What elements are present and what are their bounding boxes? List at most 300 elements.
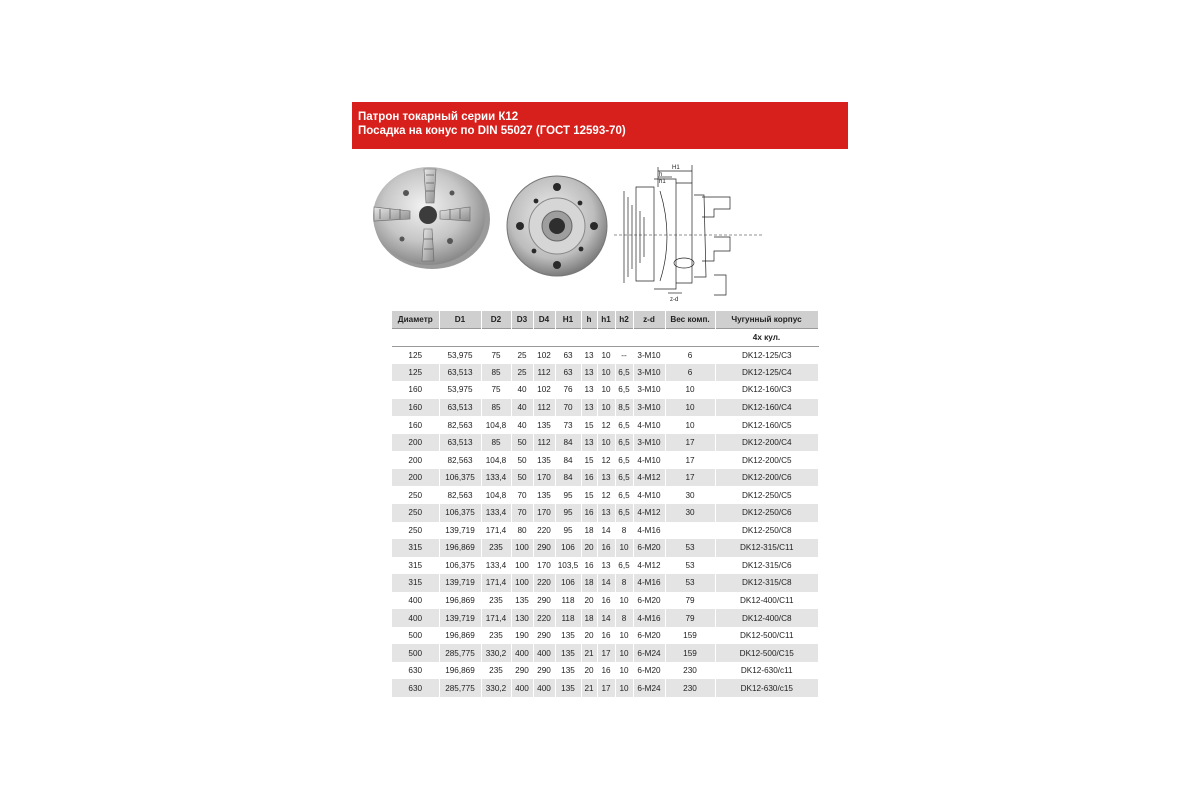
table-cell: 630 (392, 679, 439, 697)
table-cell: 85 (481, 434, 511, 452)
table-cell: 13 (581, 399, 597, 417)
table-row (392, 522, 818, 540)
table-cell: 8 (615, 574, 633, 592)
table-cell: 63,513 (439, 364, 481, 382)
subheader-spacer (581, 329, 597, 347)
table-header-row (392, 311, 818, 329)
table-cell: 25 (511, 346, 533, 364)
table-cell: 133,4 (481, 557, 511, 575)
table-cell: 6 (665, 364, 715, 382)
table-cell: 16 (581, 504, 597, 522)
drawing-label-h1: h1 (659, 179, 666, 185)
table-row (392, 399, 818, 417)
table-cell: 17 (597, 679, 615, 697)
table-cell: 63 (555, 364, 581, 382)
table-cell: 20 (581, 539, 597, 557)
table-cell (665, 522, 715, 540)
table-row (392, 627, 818, 645)
column-header: z-d (633, 311, 665, 329)
table-cell: 106,375 (439, 557, 481, 575)
table-cell: 139,719 (439, 574, 481, 592)
table-cell: 10 (615, 679, 633, 697)
table-cell: 18 (581, 522, 597, 540)
table-cell: 400 (511, 644, 533, 662)
table-cell: 10 (597, 434, 615, 452)
table-cell: 500 (392, 644, 439, 662)
table-cell: 100 (511, 557, 533, 575)
table-cell: 53,975 (439, 346, 481, 364)
table-cell: 50 (511, 469, 533, 487)
table-cell: 112 (533, 434, 555, 452)
table-cell: 13 (597, 557, 615, 575)
table-cell: 6-M20 (633, 592, 665, 610)
table-row (392, 434, 818, 452)
table-cell: 21 (581, 644, 597, 662)
table-cell: 196,869 (439, 539, 481, 557)
table-row (392, 486, 818, 504)
table-cell: 50 (511, 451, 533, 469)
table-cell: 50 (511, 434, 533, 452)
table-cell: 75 (481, 346, 511, 364)
column-header: Диаметр (392, 311, 439, 329)
table-body (392, 346, 818, 697)
table-cell: 84 (555, 451, 581, 469)
table-row (392, 469, 818, 487)
table-cell: DK12-200/C4 (715, 434, 818, 452)
table-cell: 6,5 (615, 557, 633, 575)
table-cell: DK12-400/C11 (715, 592, 818, 610)
table-cell: DK12-315/C8 (715, 574, 818, 592)
subheader-spacer (511, 329, 533, 347)
column-header: h2 (615, 311, 633, 329)
table-cell: 8 (615, 522, 633, 540)
table-cell: 4-M16 (633, 609, 665, 627)
table-cell: 135 (555, 627, 581, 645)
table-cell: DK12-315/C6 (715, 557, 818, 575)
table-cell: 6,5 (615, 486, 633, 504)
table-cell: 10 (615, 644, 633, 662)
table-cell: 95 (555, 504, 581, 522)
table-cell: 79 (665, 592, 715, 610)
table-cell: 70 (555, 399, 581, 417)
table-cell: 10 (597, 364, 615, 382)
table-cell: 10 (615, 627, 633, 645)
table-cell: 4-M10 (633, 416, 665, 434)
table-cell: 84 (555, 434, 581, 452)
table-cell: 118 (555, 592, 581, 610)
table-cell: 13 (581, 434, 597, 452)
table-cell: 290 (511, 662, 533, 680)
table-cell: 6,5 (615, 451, 633, 469)
table-cell: 70 (511, 486, 533, 504)
table-cell: 400 (392, 592, 439, 610)
table-cell: 10 (597, 381, 615, 399)
table-cell: DK12-250/C5 (715, 486, 818, 504)
table-cell: 95 (555, 522, 581, 540)
table-cell: 230 (665, 662, 715, 680)
table-cell: 15 (581, 486, 597, 504)
table-cell: 159 (665, 627, 715, 645)
table-cell: 10 (615, 662, 633, 680)
table-cell: 30 (665, 504, 715, 522)
subheader-spacer (439, 329, 481, 347)
table-cell: 53 (665, 574, 715, 592)
table-cell: 4-M10 (633, 451, 665, 469)
table-cell: 16 (597, 627, 615, 645)
subheader-spacer (665, 329, 715, 347)
table-cell: 315 (392, 557, 439, 575)
table-cell: 196,869 (439, 592, 481, 610)
table-cell: 13 (581, 346, 597, 364)
table-cell: DK12-125/C3 (715, 346, 818, 364)
table-cell: 15 (581, 451, 597, 469)
table-cell: 10 (615, 592, 633, 610)
table-cell: 290 (533, 662, 555, 680)
column-header: Чугунный корпус (715, 311, 818, 329)
table-cell: 106 (555, 574, 581, 592)
table-cell: 330,2 (481, 644, 511, 662)
table-row (392, 662, 818, 680)
table-cell: 106,375 (439, 504, 481, 522)
table-cell: 17 (597, 644, 615, 662)
chuck-rear-view-photo (504, 173, 610, 279)
table-cell: 40 (511, 381, 533, 399)
table-cell: 100 (511, 539, 533, 557)
column-header: h (581, 311, 597, 329)
table-cell: 73 (555, 416, 581, 434)
subheader-spacer (555, 329, 581, 347)
table-cell: 15 (581, 416, 597, 434)
table-cell: 3-M10 (633, 399, 665, 417)
table-cell: 170 (533, 557, 555, 575)
table-cell: 135 (555, 644, 581, 662)
table-cell: 290 (533, 627, 555, 645)
table-cell: 63,513 (439, 434, 481, 452)
table-cell: 6-M20 (633, 627, 665, 645)
table-cell: 14 (597, 574, 615, 592)
table-cell: 85 (481, 364, 511, 382)
table-cell: 200 (392, 469, 439, 487)
table-row (392, 381, 818, 399)
table-cell: 400 (533, 644, 555, 662)
table-cell: 400 (392, 609, 439, 627)
table-cell: 40 (511, 416, 533, 434)
table-cell: 400 (533, 679, 555, 697)
table-cell: DK12-200/C5 (715, 451, 818, 469)
table-cell: 6,5 (615, 434, 633, 452)
column-header: D4 (533, 311, 555, 329)
table-row (392, 574, 818, 592)
table-cell: DK12-400/C8 (715, 609, 818, 627)
table-cell: 220 (533, 609, 555, 627)
table-cell: 190 (511, 627, 533, 645)
table-cell: 21 (581, 679, 597, 697)
table-cell: 133,4 (481, 504, 511, 522)
table-row (392, 416, 818, 434)
subheader-cell: 4х кул. (715, 329, 818, 347)
table-cell: 20 (581, 662, 597, 680)
table-cell: 135 (533, 451, 555, 469)
table-cell: 139,719 (439, 522, 481, 540)
title-banner (352, 102, 848, 149)
table-cell: 3-M10 (633, 434, 665, 452)
table-cell: 18 (581, 609, 597, 627)
table-cell: 112 (533, 399, 555, 417)
table-cell: 12 (597, 486, 615, 504)
table-cell: 160 (392, 399, 439, 417)
table-cell: 16 (597, 592, 615, 610)
table-cell: 125 (392, 346, 439, 364)
table-cell: 135 (555, 662, 581, 680)
table-cell: DK12-500/C15 (715, 644, 818, 662)
table-subheader-row (392, 329, 818, 347)
table-cell: 82,563 (439, 451, 481, 469)
table-cell: 20 (581, 592, 597, 610)
table-cell: 196,869 (439, 662, 481, 680)
table-cell: 160 (392, 416, 439, 434)
table-cell: 13 (581, 381, 597, 399)
table-cell: 4-M12 (633, 469, 665, 487)
table-cell: 170 (533, 469, 555, 487)
table-cell: 13 (597, 504, 615, 522)
drawing-label-zd: z-d (670, 297, 679, 303)
table-cell: 285,775 (439, 644, 481, 662)
table-cell: 6 (665, 346, 715, 364)
table-cell: 75 (481, 381, 511, 399)
drawing-label-h1-cap: H1 (672, 165, 680, 171)
table-cell: 170 (533, 504, 555, 522)
table-cell: -- (615, 346, 633, 364)
table-cell: 40 (511, 399, 533, 417)
table-cell: 6,5 (615, 381, 633, 399)
column-header: Вес комп. (665, 311, 715, 329)
technical-drawing (614, 157, 764, 305)
table-cell: 30 (665, 486, 715, 504)
table-cell: 4-M12 (633, 557, 665, 575)
table-cell: 16 (581, 557, 597, 575)
table-cell: 76 (555, 381, 581, 399)
table-cell: 118 (555, 609, 581, 627)
table-cell: 8,5 (615, 399, 633, 417)
column-header: h1 (597, 311, 615, 329)
table-row (392, 609, 818, 627)
title-line-2: Посадка на конус по DIN 55027 (ГОСТ 12593-70) (358, 125, 626, 137)
table-cell: 102 (533, 381, 555, 399)
table-cell: 17 (665, 451, 715, 469)
table-cell: 171,4 (481, 609, 511, 627)
table-cell: 12 (597, 416, 615, 434)
table-cell: 171,4 (481, 574, 511, 592)
table-cell: 133,4 (481, 469, 511, 487)
table-cell: 200 (392, 434, 439, 452)
table-cell: 250 (392, 486, 439, 504)
table-cell: 235 (481, 592, 511, 610)
table-cell: 104,8 (481, 486, 511, 504)
table-cell: 285,775 (439, 679, 481, 697)
table-cell: 102 (533, 346, 555, 364)
subheader-spacer (533, 329, 555, 347)
table-cell: 171,4 (481, 522, 511, 540)
table-cell: 10 (615, 539, 633, 557)
column-header: D2 (481, 311, 511, 329)
table-cell: 160 (392, 381, 439, 399)
table-cell: DK12-160/C4 (715, 399, 818, 417)
table-cell: 630 (392, 662, 439, 680)
table-cell: 6-M24 (633, 644, 665, 662)
table-cell: 130 (511, 609, 533, 627)
table-cell: 10 (665, 416, 715, 434)
table-cell: 4-M12 (633, 504, 665, 522)
column-header: D1 (439, 311, 481, 329)
table-cell: 10 (665, 399, 715, 417)
table-cell: 18 (581, 574, 597, 592)
table-cell: DK12-160/C3 (715, 381, 818, 399)
table-cell: 235 (481, 539, 511, 557)
table-cell: 315 (392, 539, 439, 557)
table-cell: 16 (597, 662, 615, 680)
table-cell: 139,719 (439, 609, 481, 627)
table-cell: 53,975 (439, 381, 481, 399)
table-cell: 250 (392, 504, 439, 522)
table-cell: 6,5 (615, 469, 633, 487)
table-cell: 220 (533, 522, 555, 540)
table-cell: 6-M20 (633, 662, 665, 680)
drawing-label-h: h (659, 172, 663, 178)
table-cell: 250 (392, 522, 439, 540)
table-cell: 70 (511, 504, 533, 522)
table-cell: 6,5 (615, 416, 633, 434)
subheader-spacer (615, 329, 633, 347)
table-cell: 290 (533, 539, 555, 557)
table-cell: 330,2 (481, 679, 511, 697)
table-cell: 235 (481, 627, 511, 645)
table-cell: 135 (533, 416, 555, 434)
column-header: D3 (511, 311, 533, 329)
table-cell: 17 (665, 434, 715, 452)
table-cell: DK12-250/C6 (715, 504, 818, 522)
table-cell: 230 (665, 679, 715, 697)
table-cell: 95 (555, 486, 581, 504)
table-cell: 16 (581, 469, 597, 487)
table-row (392, 557, 818, 575)
table-cell: 80 (511, 522, 533, 540)
table-cell: 8 (615, 609, 633, 627)
table-cell: 53 (665, 539, 715, 557)
table-cell: 6,5 (615, 364, 633, 382)
table-row (392, 364, 818, 382)
table-cell: 104,8 (481, 451, 511, 469)
table-cell: 3-M10 (633, 346, 665, 364)
spec-table (392, 311, 819, 697)
four-jaw-chuck-photo (366, 163, 492, 273)
table-cell: 14 (597, 609, 615, 627)
table-row (392, 346, 818, 364)
table-cell: 82,563 (439, 416, 481, 434)
table-cell: 106,375 (439, 469, 481, 487)
table-cell: 14 (597, 522, 615, 540)
table-cell: 10 (597, 346, 615, 364)
table-cell: 10 (597, 399, 615, 417)
table-cell: 17 (665, 469, 715, 487)
table-cell: 400 (511, 679, 533, 697)
table-cell: 13 (597, 469, 615, 487)
table-cell: 82,563 (439, 486, 481, 504)
table-cell: DK12-630/c15 (715, 679, 818, 697)
table-cell: 10 (665, 381, 715, 399)
table-cell: 85 (481, 399, 511, 417)
subheader-spacer (481, 329, 511, 347)
table-cell: DK12-125/C4 (715, 364, 818, 382)
spec-sheet (352, 102, 848, 693)
table-cell: 315 (392, 574, 439, 592)
table-row (392, 592, 818, 610)
table-cell: DK12-200/C6 (715, 469, 818, 487)
table-cell: 4-M16 (633, 574, 665, 592)
table-cell: 103,5 (555, 557, 581, 575)
table-cell: 3-M10 (633, 381, 665, 399)
table-cell: 159 (665, 644, 715, 662)
product-images (352, 157, 848, 307)
table-cell: 25 (511, 364, 533, 382)
table-cell: 104,8 (481, 416, 511, 434)
table-cell: 3-M10 (633, 364, 665, 382)
subheader-spacer (392, 329, 439, 347)
column-header: H1 (555, 311, 581, 329)
table-cell: 20 (581, 627, 597, 645)
subheader-spacer (597, 329, 615, 347)
table-cell: 63,513 (439, 399, 481, 417)
table-cell: 100 (511, 574, 533, 592)
table-cell: 12 (597, 451, 615, 469)
table-cell: 112 (533, 364, 555, 382)
table-cell: 79 (665, 609, 715, 627)
table-cell: 290 (533, 592, 555, 610)
table-row (392, 539, 818, 557)
table-cell: 135 (555, 679, 581, 697)
table-cell: 196,869 (439, 627, 481, 645)
table-cell: 200 (392, 451, 439, 469)
table-cell: 6-M24 (633, 679, 665, 697)
table-row (392, 644, 818, 662)
table-cell: DK12-630/c11 (715, 662, 818, 680)
subheader-spacer (633, 329, 665, 347)
table-cell: DK12-500/C11 (715, 627, 818, 645)
table-cell: DK12-250/C8 (715, 522, 818, 540)
table-cell: 84 (555, 469, 581, 487)
table-cell: 135 (533, 486, 555, 504)
table-cell: 4-M16 (633, 522, 665, 540)
table-cell: DK12-315/C11 (715, 539, 818, 557)
table-row (392, 451, 818, 469)
table-cell: 4-M10 (633, 486, 665, 504)
table-cell: 135 (511, 592, 533, 610)
table-cell: DK12-160/C5 (715, 416, 818, 434)
table-cell: 106 (555, 539, 581, 557)
table-cell: 63 (555, 346, 581, 364)
table-row (392, 504, 818, 522)
table-cell: 13 (581, 364, 597, 382)
table-cell: 500 (392, 627, 439, 645)
table-cell: 53 (665, 557, 715, 575)
table-cell: 16 (597, 539, 615, 557)
table-cell: 235 (481, 662, 511, 680)
table-cell: 220 (533, 574, 555, 592)
table-cell: 6-M20 (633, 539, 665, 557)
table-row (392, 679, 818, 697)
title-line-1: Патрон токарный серии К12 (358, 111, 519, 123)
table-cell: 6,5 (615, 504, 633, 522)
table-cell: 125 (392, 364, 439, 382)
